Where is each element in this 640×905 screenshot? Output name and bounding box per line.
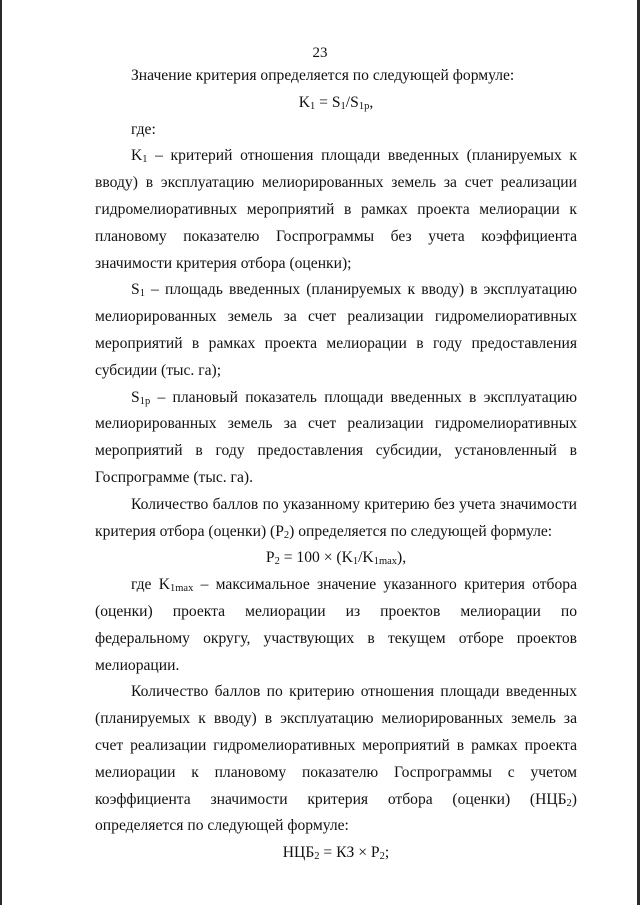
formula-text: = 100 × (K: [279, 549, 353, 567]
formula-text: = КЗ × P: [319, 844, 380, 862]
scan-edge-left: [0, 0, 2, 905]
formula-text: ),: [397, 549, 407, 567]
ncb-paragraph: [95, 679, 577, 840]
formula-p2: [95, 545, 577, 572]
definition-text: – критерий отношения площади введенных (планируемых к вводу) в эксплуатацию мелиорированных земель за счет реализации гидромелиоративных мероприятий в рамках проекта мелиорации к плановому показателю Госпрограммы без учета коэффициента значимости критерия отбора (оценки);: [95, 147, 577, 272]
points-paragraph: [95, 492, 577, 546]
paragraph-text: – максимальное значение указанного критерия отбора (оценки) проекта мелиорации из проектов мелиорации по федеральному округу, участвующих в текущем отборе проектов мелиорации.: [95, 576, 577, 674]
formula-subscript: 2: [379, 851, 385, 863]
formula-subscript: 2: [274, 556, 280, 568]
definition-text: – плановый показатель площади введенных в эксплуатацию мелиорированных земель за счет реализации гидромелиоративных мероприятий в году предоставления субсидии, установленный в Госпрограмме (тыс. га).: [95, 388, 577, 486]
formula-text: K: [298, 93, 311, 111]
formula-text: НЦБ: [282, 844, 315, 862]
definition-symbol: K: [131, 147, 143, 165]
paragraph-text: где K: [131, 576, 170, 594]
page-number: 23: [312, 45, 328, 61]
formula-text: ,: [369, 93, 374, 111]
definition-subscript: 1: [142, 154, 148, 166]
formula-text: = S: [315, 93, 341, 111]
formula-text: P: [265, 549, 275, 567]
definition-s1p: [95, 385, 577, 492]
paragraph-subscript: 2: [566, 797, 572, 809]
formula-subscript: 1: [352, 556, 359, 568]
definition-subscript: 1p: [139, 395, 151, 407]
document-body: [95, 63, 577, 867]
definition-symbol: S: [131, 281, 140, 299]
formula-subscript: 2: [314, 851, 320, 863]
paragraph-text: ) определяется по следующей формуле:: [289, 522, 553, 540]
definition-text: – площадь введенных (планируемых к вводу) в эксплуатацию мелиорированных земель за счет реализации гидромелиоративных мероприятий в рамках проекта мелиорации в году предоставления субсидии (тыс. га);: [95, 281, 577, 379]
formula-text: /K: [358, 549, 374, 567]
paragraph-subscript: 2: [283, 529, 290, 541]
kmax-paragraph: [95, 572, 577, 679]
paragraph-text: Количество баллов по критерию отношения площади введенных (планируемых к вводу) в эксплуатацию мелиорированных земель за счет реализации гидромелиоративных мероприятий в рамках проекта мелиорации к плановому показателю Госпрограммы с учетом коэффициента значимости критерия отбора (оценки) (НЦБ: [95, 683, 577, 808]
definition-s1: [95, 277, 577, 384]
formula-subscript: 1: [310, 100, 316, 112]
formula-subscript: 1max: [373, 556, 398, 568]
formula-subscript: 1: [340, 100, 346, 112]
paragraph-subscript: 1max: [170, 583, 194, 595]
definition-subscript: 1: [139, 288, 145, 300]
where-label: где:: [131, 120, 156, 138]
formula-k1: [95, 90, 577, 117]
intro-paragraph: Значение критерия определяется по следующей формуле:: [131, 67, 515, 84]
formula-text: ;: [384, 844, 390, 862]
formula-ncb2: [95, 840, 577, 867]
paragraph-text: ) определяется по следующей формуле:: [95, 790, 577, 835]
definition-symbol: S: [131, 388, 140, 406]
formula-text: /S: [345, 93, 359, 111]
paragraph-text: Количество баллов по указанному критерию без учета значимости критерия отбора (оценки) (P: [95, 495, 577, 540]
formula-subscript: 1p: [358, 100, 370, 112]
definition-k1: [95, 143, 577, 277]
